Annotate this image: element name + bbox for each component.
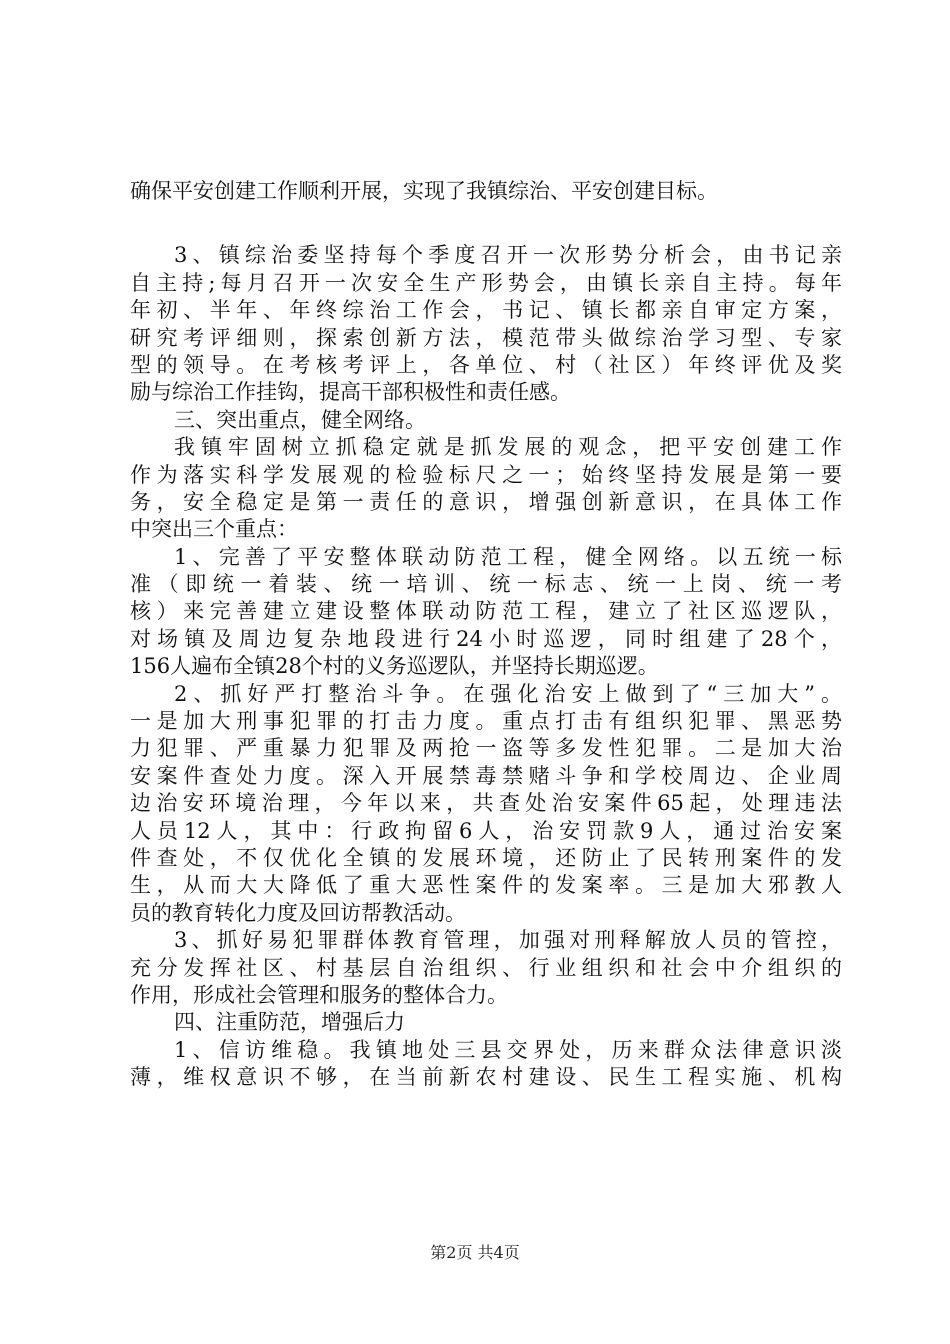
paragraph bbox=[130, 242, 842, 406]
text-line: 年初、半年、年终综治工作会，书记、镇长都亲自审定方案， bbox=[130, 298, 842, 323]
document-body bbox=[130, 178, 842, 1092]
page-footer: 第2页 共4页 bbox=[430, 1243, 520, 1262]
text-line: 自主持;每月召开一次安全生产形势会，由镇长亲自主持。每年 bbox=[130, 270, 842, 295]
paragraph bbox=[130, 434, 842, 544]
paragraph bbox=[130, 407, 842, 434]
text-line: 对场镇及周边复杂地段进行24小时巡逻，同时组建了28个， bbox=[130, 626, 842, 651]
text-line: 准（即统一着装、统一培训、统一标志、统一上岗、统一考 bbox=[130, 572, 842, 597]
text-line: 2、抓好严打整治斗争。在强化治安上做到了“三加大”。 bbox=[174, 681, 842, 706]
text-line: 力犯罪、严重暴力犯罪及两抢一盗等多发性犯罪。二是加大治 bbox=[130, 736, 842, 761]
paragraph bbox=[130, 681, 842, 928]
text-line: 作用，形成社会管理和服务的整体合力。 bbox=[130, 982, 508, 1007]
text-line: 员的教育转化力度及回访帮教活动。 bbox=[130, 900, 466, 925]
paragraph bbox=[130, 1037, 842, 1092]
text-line: 务，安全稳定是第一责任的意识，增强创新意识，在具体工作 bbox=[130, 489, 842, 514]
text-line: 四、注重防范，增强后力 bbox=[174, 1010, 405, 1035]
text-line: 确保平安创建工作顺利开展，实现了我镇综治、平安创建目标。 bbox=[130, 179, 718, 203]
text-line: 研究考评细则，探索创新方法，模范带头做综治学习型、专家 bbox=[130, 325, 842, 350]
text-line: 安案件查处力度。深入开展禁毒禁赌斗争和学校周边、企业周 bbox=[130, 763, 842, 788]
text-line: 三、突出重点，健全网络。 bbox=[174, 407, 426, 432]
paragraph bbox=[130, 927, 842, 1009]
paragraph bbox=[130, 178, 842, 205]
text-line: 3、镇综治委坚持每个季度召开一次形势分析会，由书记亲 bbox=[174, 243, 842, 268]
text-line: 件查处，不仅优化全镇的发展环境，还防止了民转刑案件的发 bbox=[130, 845, 842, 870]
text-line: 核）来完善建立建设整体联动防范工程，建立了社区巡逻队， bbox=[130, 599, 842, 624]
paragraph-gap bbox=[130, 205, 842, 242]
text-line: 作为落实科学发展观的检验标尺之一；始终坚持发展是第一要 bbox=[130, 462, 842, 487]
text-line: 156人遍布全镇28个村的义务巡逻队，并坚持长期巡逻。 bbox=[130, 654, 659, 679]
text-line: 1、信访维稳。我镇地处三县交界处，历来群众法律意识淡 bbox=[174, 1037, 842, 1062]
text-line: 励与综治工作挂钩，提高干部积极性和责任感。 bbox=[130, 380, 571, 405]
text-line: 型的领导。在考核考评上，各单位、村（社区）年终评优及奖 bbox=[130, 352, 842, 377]
text-line: 人员12人，其中：行政拘留6人，治安罚款9人，通过治安案 bbox=[130, 818, 842, 843]
paragraph bbox=[130, 544, 842, 681]
paragraph bbox=[130, 1009, 842, 1036]
text-line: 中突出三个重点： bbox=[130, 517, 298, 542]
text-line: 边治安环境治理，今年以来，共查处治安案件65起，处理违法 bbox=[130, 791, 842, 816]
text-line: 一是加大刑事犯罪的打击力度。重点打击有组织犯罪、黑恶势 bbox=[130, 709, 842, 734]
text-line: 3、抓好易犯罪群体教育管理，加强对刑释解放人员的管控， bbox=[174, 928, 842, 953]
text-line: 我镇牢固树立抓稳定就是抓发展的观念，把平安创建工作 bbox=[174, 435, 842, 460]
text-line: 生，从而大大降低了重大恶性案件的发案率。三是加大邪教人 bbox=[130, 873, 842, 898]
text-line: 1、完善了平安整体联动防范工程，健全网络。以五统一标 bbox=[174, 544, 842, 569]
text-line: 薄，维权意识不够，在当前新农村建设、民生工程实施、机构 bbox=[130, 1065, 842, 1090]
text-line: 充分发挥社区、村基层自治组织、行业组织和社会中介组织的 bbox=[130, 955, 842, 980]
